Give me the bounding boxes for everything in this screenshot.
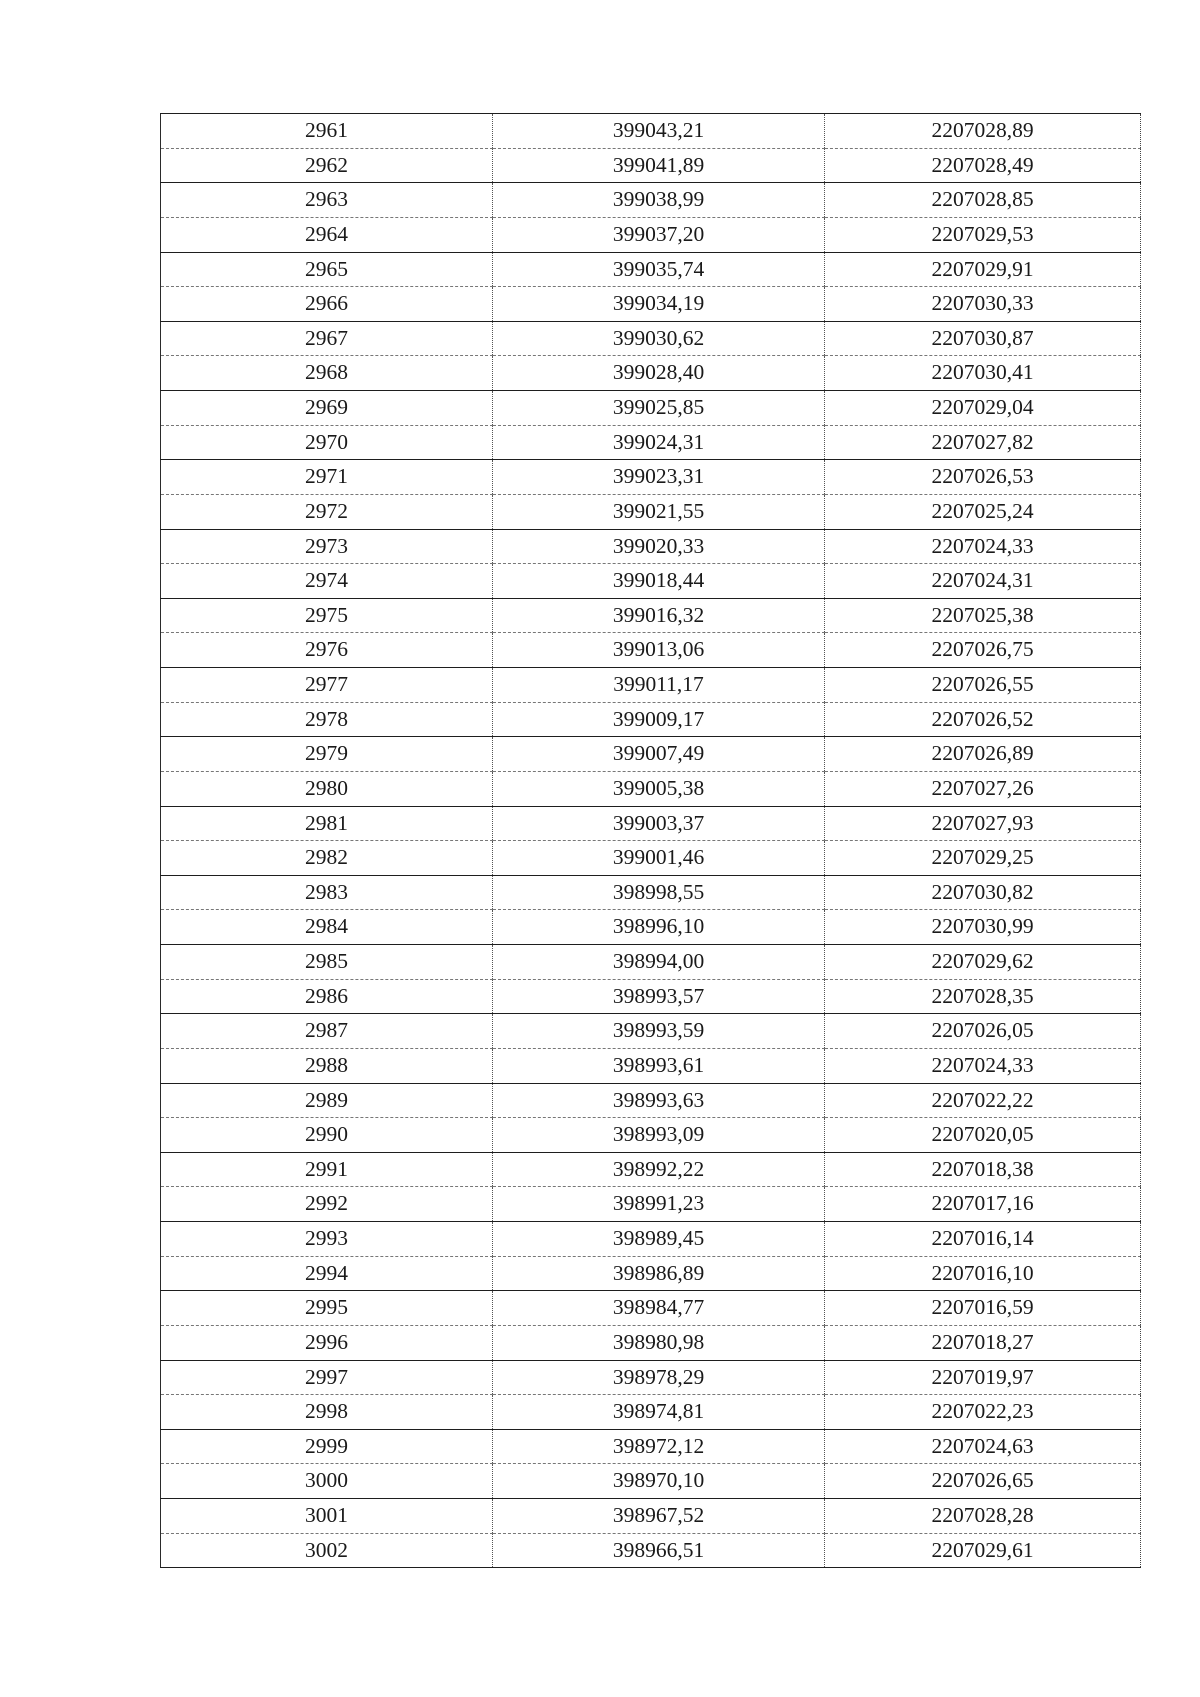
- table-row: [161, 529, 1141, 564]
- x-coordinate-cell: 399021,55: [493, 494, 825, 529]
- x-coordinate-cell: 399041,89: [493, 148, 825, 183]
- point-number-cell: 2966: [161, 287, 493, 322]
- point-number-cell: 2996: [161, 1325, 493, 1360]
- x-coordinate-cell: 398993,59: [493, 1014, 825, 1049]
- point-number-cell: 3002: [161, 1533, 493, 1568]
- x-coordinate-cell: 399037,20: [493, 217, 825, 252]
- point-number-cell: 2986: [161, 979, 493, 1014]
- table-row: [161, 945, 1141, 980]
- point-number-cell: 2965: [161, 252, 493, 287]
- y-coordinate-cell: 2207028,35: [825, 979, 1141, 1014]
- x-coordinate-cell: 398996,10: [493, 910, 825, 945]
- table-row: [161, 1464, 1141, 1499]
- y-coordinate-cell: 2207018,38: [825, 1152, 1141, 1187]
- x-coordinate-cell: 398966,51: [493, 1533, 825, 1568]
- table-row: [161, 1360, 1141, 1395]
- x-coordinate-cell: 398993,63: [493, 1083, 825, 1118]
- table-row: [161, 183, 1141, 218]
- x-coordinate-cell: 399016,32: [493, 598, 825, 633]
- y-coordinate-cell: 2207024,31: [825, 564, 1141, 599]
- x-coordinate-cell: 398994,00: [493, 945, 825, 980]
- point-number-cell: 2963: [161, 183, 493, 218]
- point-number-cell: 2974: [161, 564, 493, 599]
- point-number-cell: 2993: [161, 1222, 493, 1257]
- y-coordinate-cell: 2207026,52: [825, 702, 1141, 737]
- table-row: [161, 771, 1141, 806]
- table-row: [161, 875, 1141, 910]
- table-row: [161, 1014, 1141, 1049]
- point-number-cell: 2980: [161, 771, 493, 806]
- table-row: [161, 806, 1141, 841]
- x-coordinate-cell: 398972,12: [493, 1429, 825, 1464]
- table-row: [161, 494, 1141, 529]
- x-coordinate-cell: 399003,37: [493, 806, 825, 841]
- y-coordinate-cell: 2207028,85: [825, 183, 1141, 218]
- x-coordinate-cell: 399034,19: [493, 287, 825, 322]
- table-row: [161, 1187, 1141, 1222]
- coordinates-table: [160, 113, 1141, 1568]
- y-coordinate-cell: 2207029,61: [825, 1533, 1141, 1568]
- x-coordinate-cell: 399018,44: [493, 564, 825, 599]
- point-number-cell: 2972: [161, 494, 493, 529]
- y-coordinate-cell: 2207026,65: [825, 1464, 1141, 1499]
- y-coordinate-cell: 2207018,27: [825, 1325, 1141, 1360]
- y-coordinate-cell: 2207022,22: [825, 1083, 1141, 1118]
- point-number-cell: 2987: [161, 1014, 493, 1049]
- table-row: [161, 356, 1141, 391]
- point-number-cell: 2984: [161, 910, 493, 945]
- point-number-cell: 2999: [161, 1429, 493, 1464]
- table-row: [161, 217, 1141, 252]
- point-number-cell: 2968: [161, 356, 493, 391]
- point-number-cell: 2962: [161, 148, 493, 183]
- x-coordinate-cell: 398986,89: [493, 1256, 825, 1291]
- x-coordinate-cell: 398993,09: [493, 1118, 825, 1153]
- point-number-cell: 2975: [161, 598, 493, 633]
- coordinates-table-body: [161, 114, 1141, 1568]
- x-coordinate-cell: 398991,23: [493, 1187, 825, 1222]
- table-row: [161, 702, 1141, 737]
- point-number-cell: 2978: [161, 702, 493, 737]
- table-row: [161, 114, 1141, 149]
- y-coordinate-cell: 2207026,05: [825, 1014, 1141, 1049]
- x-coordinate-cell: 399028,40: [493, 356, 825, 391]
- point-number-cell: 2964: [161, 217, 493, 252]
- x-coordinate-cell: 399007,49: [493, 737, 825, 772]
- table-row: [161, 564, 1141, 599]
- point-number-cell: 2961: [161, 114, 493, 149]
- point-number-cell: 2991: [161, 1152, 493, 1187]
- x-coordinate-cell: 398993,61: [493, 1048, 825, 1083]
- x-coordinate-cell: 398978,29: [493, 1360, 825, 1395]
- point-number-cell: 2997: [161, 1360, 493, 1395]
- table-row: [161, 668, 1141, 703]
- x-coordinate-cell: 398984,77: [493, 1291, 825, 1326]
- x-coordinate-cell: 399020,33: [493, 529, 825, 564]
- point-number-cell: 2967: [161, 321, 493, 356]
- y-coordinate-cell: 2207028,89: [825, 114, 1141, 149]
- x-coordinate-cell: 399011,17: [493, 668, 825, 703]
- x-coordinate-cell: 399043,21: [493, 114, 825, 149]
- table-row: [161, 425, 1141, 460]
- table-row: [161, 1048, 1141, 1083]
- y-coordinate-cell: 2207027,26: [825, 771, 1141, 806]
- point-number-cell: 2994: [161, 1256, 493, 1291]
- x-coordinate-cell: 398989,45: [493, 1222, 825, 1257]
- y-coordinate-cell: 2207016,14: [825, 1222, 1141, 1257]
- point-number-cell: 2977: [161, 668, 493, 703]
- y-coordinate-cell: 2207029,62: [825, 945, 1141, 980]
- y-coordinate-cell: 2207022,23: [825, 1395, 1141, 1430]
- y-coordinate-cell: 2207028,28: [825, 1499, 1141, 1534]
- x-coordinate-cell: 399030,62: [493, 321, 825, 356]
- x-coordinate-cell: 399024,31: [493, 425, 825, 460]
- y-coordinate-cell: 2207030,87: [825, 321, 1141, 356]
- y-coordinate-cell: 2207027,93: [825, 806, 1141, 841]
- x-coordinate-cell: 399035,74: [493, 252, 825, 287]
- table-row: [161, 1291, 1141, 1326]
- y-coordinate-cell: 2207029,04: [825, 391, 1141, 426]
- x-coordinate-cell: 399025,85: [493, 391, 825, 426]
- y-coordinate-cell: 2207025,24: [825, 494, 1141, 529]
- table-row: [161, 1152, 1141, 1187]
- point-number-cell: 2995: [161, 1291, 493, 1326]
- table-row: [161, 252, 1141, 287]
- table-row: [161, 1256, 1141, 1291]
- point-number-cell: 2970: [161, 425, 493, 460]
- point-number-cell: 2976: [161, 633, 493, 668]
- x-coordinate-cell: 398992,22: [493, 1152, 825, 1187]
- y-coordinate-cell: 2207016,59: [825, 1291, 1141, 1326]
- table-row: [161, 910, 1141, 945]
- y-coordinate-cell: 2207030,99: [825, 910, 1141, 945]
- table-row: [161, 737, 1141, 772]
- x-coordinate-cell: 398980,98: [493, 1325, 825, 1360]
- y-coordinate-cell: 2207024,33: [825, 1048, 1141, 1083]
- table-row: [161, 460, 1141, 495]
- x-coordinate-cell: 398970,10: [493, 1464, 825, 1499]
- x-coordinate-cell: 398967,52: [493, 1499, 825, 1534]
- point-number-cell: 2982: [161, 841, 493, 876]
- point-number-cell: 2988: [161, 1048, 493, 1083]
- table-row: [161, 148, 1141, 183]
- y-coordinate-cell: 2207026,75: [825, 633, 1141, 668]
- point-number-cell: 2969: [161, 391, 493, 426]
- y-coordinate-cell: 2207029,91: [825, 252, 1141, 287]
- point-number-cell: 3001: [161, 1499, 493, 1534]
- y-coordinate-cell: 2207029,25: [825, 841, 1141, 876]
- table-row: [161, 1325, 1141, 1360]
- point-number-cell: 2973: [161, 529, 493, 564]
- y-coordinate-cell: 2207026,53: [825, 460, 1141, 495]
- point-number-cell: 2979: [161, 737, 493, 772]
- table-row: [161, 1222, 1141, 1257]
- point-number-cell: 2971: [161, 460, 493, 495]
- x-coordinate-cell: 398993,57: [493, 979, 825, 1014]
- y-coordinate-cell: 2207030,41: [825, 356, 1141, 391]
- x-coordinate-cell: 398974,81: [493, 1395, 825, 1430]
- point-number-cell: 2981: [161, 806, 493, 841]
- x-coordinate-cell: 398998,55: [493, 875, 825, 910]
- point-number-cell: 2985: [161, 945, 493, 980]
- table-row: [161, 287, 1141, 322]
- x-coordinate-cell: 399009,17: [493, 702, 825, 737]
- table-row: [161, 1083, 1141, 1118]
- y-coordinate-cell: 2207030,33: [825, 287, 1141, 322]
- point-number-cell: 2998: [161, 1395, 493, 1430]
- y-coordinate-cell: 2207016,10: [825, 1256, 1141, 1291]
- x-coordinate-cell: 399038,99: [493, 183, 825, 218]
- x-coordinate-cell: 399001,46: [493, 841, 825, 876]
- point-number-cell: 2983: [161, 875, 493, 910]
- y-coordinate-cell: 2207017,16: [825, 1187, 1141, 1222]
- x-coordinate-cell: 399005,38: [493, 771, 825, 806]
- y-coordinate-cell: 2207024,33: [825, 529, 1141, 564]
- y-coordinate-cell: 2207030,82: [825, 875, 1141, 910]
- table-row: [161, 1533, 1141, 1568]
- table-row: [161, 1395, 1141, 1430]
- y-coordinate-cell: 2207019,97: [825, 1360, 1141, 1395]
- table-row: [161, 841, 1141, 876]
- y-coordinate-cell: 2207026,89: [825, 737, 1141, 772]
- table-row: [161, 633, 1141, 668]
- y-coordinate-cell: 2207026,55: [825, 668, 1141, 703]
- point-number-cell: 2990: [161, 1118, 493, 1153]
- y-coordinate-cell: 2207025,38: [825, 598, 1141, 633]
- table-row: [161, 1499, 1141, 1534]
- point-number-cell: 2992: [161, 1187, 493, 1222]
- table-row: [161, 1429, 1141, 1464]
- table-row: [161, 1118, 1141, 1153]
- y-coordinate-cell: 2207020,05: [825, 1118, 1141, 1153]
- y-coordinate-cell: 2207027,82: [825, 425, 1141, 460]
- table-row: [161, 321, 1141, 356]
- y-coordinate-cell: 2207029,53: [825, 217, 1141, 252]
- table-row: [161, 979, 1141, 1014]
- y-coordinate-cell: 2207028,49: [825, 148, 1141, 183]
- point-number-cell: 3000: [161, 1464, 493, 1499]
- x-coordinate-cell: 399023,31: [493, 460, 825, 495]
- x-coordinate-cell: 399013,06: [493, 633, 825, 668]
- y-coordinate-cell: 2207024,63: [825, 1429, 1141, 1464]
- point-number-cell: 2989: [161, 1083, 493, 1118]
- table-row: [161, 598, 1141, 633]
- table-row: [161, 391, 1141, 426]
